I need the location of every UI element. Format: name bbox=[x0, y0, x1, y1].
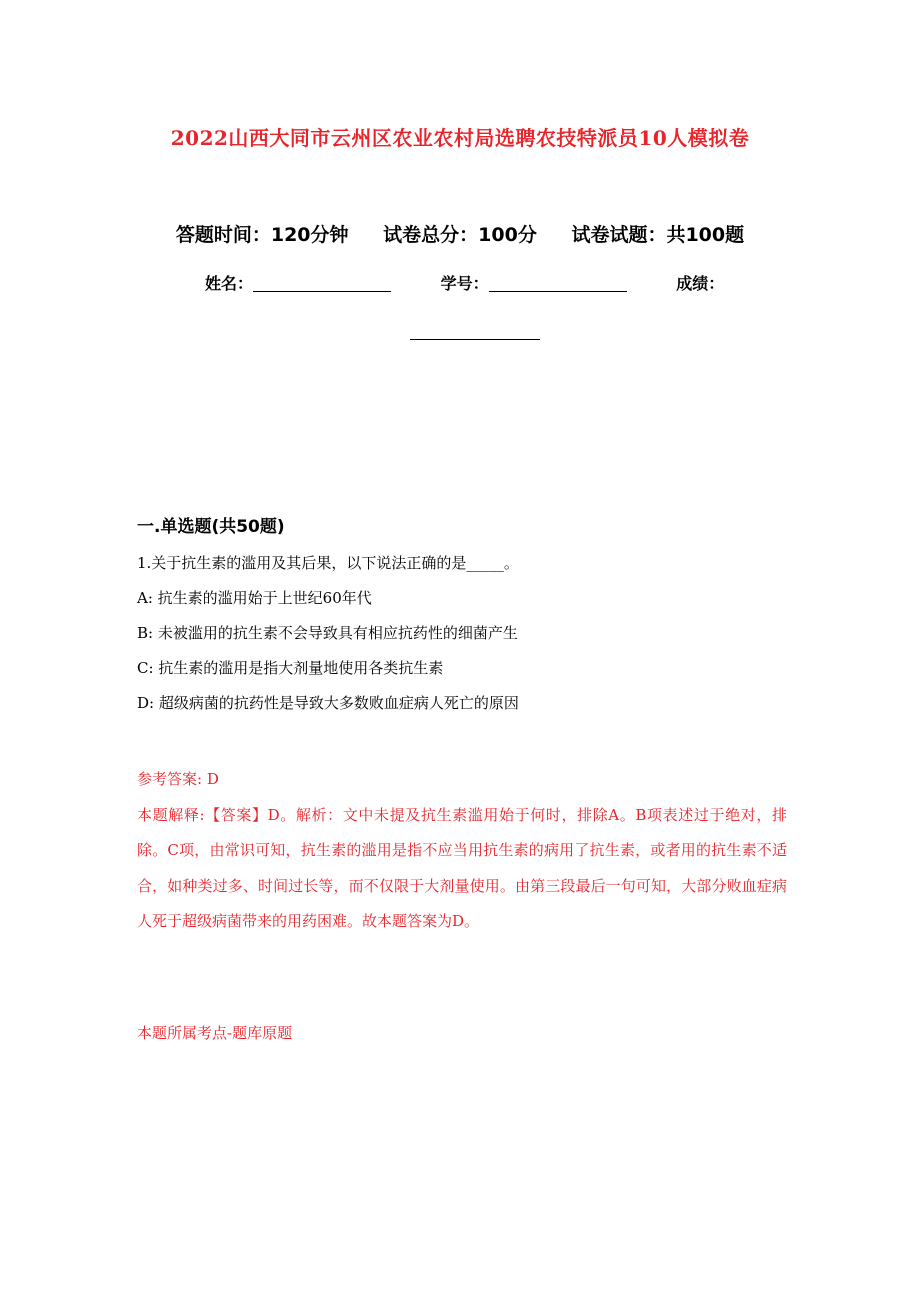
student-id-blank bbox=[489, 275, 627, 292]
name-blank bbox=[253, 275, 391, 292]
answer-block bbox=[137, 762, 787, 940]
option-b: B: 未被滥用的抗生素不会导致具有相应抗药性的细菌产生 bbox=[137, 624, 518, 642]
student-info bbox=[205, 271, 765, 294]
section-heading: 一.单选题(共50题) bbox=[137, 517, 285, 537]
score-blank bbox=[410, 339, 540, 340]
name-label: 姓名： bbox=[205, 274, 254, 293]
question-stem: 1.关于抗生素的滥用及其后果，以下说法正确的是_____。 bbox=[137, 554, 519, 572]
question-1 bbox=[137, 546, 787, 721]
exam-question-count: 试卷试题：共100题 bbox=[571, 224, 745, 246]
reference-answer: 参考答案: D bbox=[137, 770, 219, 788]
question-source: 本题所属考点-题库原题 bbox=[137, 1024, 293, 1042]
option-c: C: 抗生素的滥用是指大剂量地使用各类抗生素 bbox=[137, 659, 444, 677]
exam-title: 2022山西大同市云州区农业农村局选聘农技特派员10人模拟卷 bbox=[170, 126, 750, 150]
option-a: A: 抗生素的滥用始于上世纪60年代 bbox=[137, 589, 372, 607]
exam-meta bbox=[0, 220, 920, 247]
source-block bbox=[137, 1016, 787, 1052]
score-label: 成绩： bbox=[676, 274, 725, 293]
explanation: 本题解释:【答案】D。解析：文中未提及抗生素滥用始于何时，排除A。B项表述过于绝对，排除。C项，由常识可知，抗生素的滥用是指不应当用抗生素的病用了抗生素，或者用的抗生素不适合，如种类过多、时间过长等，而不仅限于大剂量使用。由第三段最后一句可知，大部分败血症病人死于超级病菌带来的用药困难。故本题答案为D。 bbox=[137, 805, 787, 930]
exam-time: 答题时间：120分钟 bbox=[175, 224, 349, 246]
option-d: D: 超级病菌的抗药性是导致大多数败血症病人死亡的原因 bbox=[137, 694, 519, 712]
exam-total-score: 试卷总分：100分 bbox=[383, 224, 537, 246]
student-id-label: 学号： bbox=[440, 274, 489, 293]
